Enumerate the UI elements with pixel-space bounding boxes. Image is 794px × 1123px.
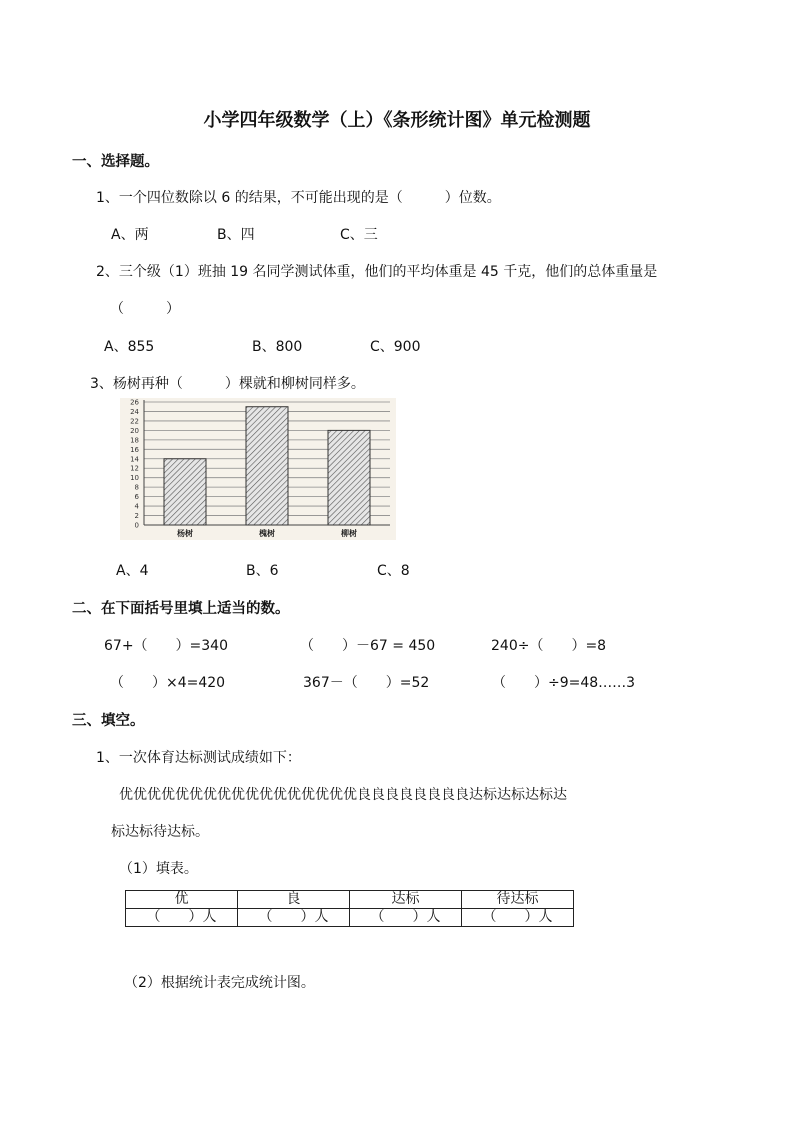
page-title: 小学四年级数学（上）《条形统计图》单元检测题 bbox=[203, 110, 591, 131]
y-tick-label: 24 bbox=[130, 407, 139, 416]
table-header: 优 bbox=[126, 891, 238, 909]
table-cell: （ ）人 bbox=[350, 909, 462, 927]
question-1: 1、一个四位数除以 6 的结果，不可能出现的是（ ）位数。 bbox=[96, 190, 501, 206]
section-2-heading: 二、在下面括号里填上适当的数。 bbox=[72, 601, 290, 617]
x-tick-label: 柳树 bbox=[341, 529, 357, 538]
table-cell: （ ）人 bbox=[462, 909, 574, 927]
y-tick-label: 16 bbox=[130, 445, 139, 454]
table-cell: （ ）人 bbox=[238, 909, 350, 927]
table-header: 待达标 bbox=[462, 891, 574, 909]
q3-option-b: B、6 bbox=[246, 563, 279, 579]
bar-chart bbox=[120, 398, 396, 540]
x-tick-label: 杨树 bbox=[177, 529, 193, 538]
y-tick-label: 26 bbox=[130, 398, 139, 407]
sub-question-1: （1）填表。 bbox=[119, 861, 198, 877]
y-tick-label: 18 bbox=[130, 436, 139, 445]
table-header: 达标 bbox=[350, 891, 462, 909]
results-table bbox=[125, 890, 574, 927]
question-3: 3、杨树再种（ ）棵就和柳树同样多。 bbox=[90, 376, 365, 392]
bar bbox=[328, 430, 370, 525]
y-tick-label: 14 bbox=[130, 455, 139, 464]
x-tick-label: 槐树 bbox=[259, 529, 275, 538]
table-header-row bbox=[126, 891, 574, 909]
fill-item-1: 67+（ ）=340 bbox=[104, 638, 228, 654]
q1-option-b: B、四 bbox=[217, 227, 255, 243]
y-tick-label: 8 bbox=[134, 483, 139, 492]
q1-option-c: C、三 bbox=[340, 227, 378, 243]
fill-item-3: 240÷（ ）=8 bbox=[491, 638, 607, 654]
question-3-1: 1、一次体育达标测试成绩如下： bbox=[96, 750, 301, 766]
table-row bbox=[126, 909, 574, 927]
q3-option-a: A、4 bbox=[116, 563, 149, 579]
fill-item-4: （ ）×4=420 bbox=[110, 675, 226, 691]
q2-option-a: A、855 bbox=[104, 339, 155, 355]
q1-option-a: A、两 bbox=[111, 227, 149, 243]
question-2-line1: 2、三个级（1）班抽 19 名同学测试体重，他们的平均体重是 45 千克，他们的总体重量是 bbox=[96, 264, 658, 280]
y-tick-label: 6 bbox=[134, 493, 139, 502]
bar bbox=[164, 459, 206, 525]
y-tick-label: 2 bbox=[134, 512, 139, 521]
section-1-heading: 一、选择题。 bbox=[72, 154, 159, 170]
test-results-line1: 优优优优优优优优优优优优优优优优优良良良良良良良良达标达标达标达 bbox=[119, 787, 567, 803]
fill-item-2: （ ）－67 = 450 bbox=[300, 638, 436, 654]
sub-question-2: （2）根据统计表完成统计图。 bbox=[124, 975, 315, 991]
y-tick-label: 0 bbox=[134, 521, 139, 530]
fill-item-6: （ ）÷9=48……3 bbox=[492, 675, 636, 691]
y-tick-label: 10 bbox=[130, 474, 139, 483]
q3-option-c: C、8 bbox=[377, 563, 410, 579]
y-tick-label: 12 bbox=[130, 464, 139, 473]
test-results-line2: 标达标待达标。 bbox=[111, 824, 209, 840]
q2-option-c: C、900 bbox=[370, 339, 421, 355]
fill-item-5: 367－（ ）=52 bbox=[303, 675, 430, 691]
section-3-heading: 三、填空。 bbox=[72, 713, 145, 729]
table-header: 良 bbox=[238, 891, 350, 909]
y-tick-label: 22 bbox=[130, 417, 139, 426]
y-tick-label: 20 bbox=[130, 426, 139, 435]
table-cell: （ ）人 bbox=[126, 909, 238, 927]
question-2-line2: （ ） bbox=[110, 301, 180, 317]
q2-option-b: B、800 bbox=[252, 339, 303, 355]
bar bbox=[246, 407, 288, 525]
y-tick-label: 4 bbox=[134, 502, 139, 511]
